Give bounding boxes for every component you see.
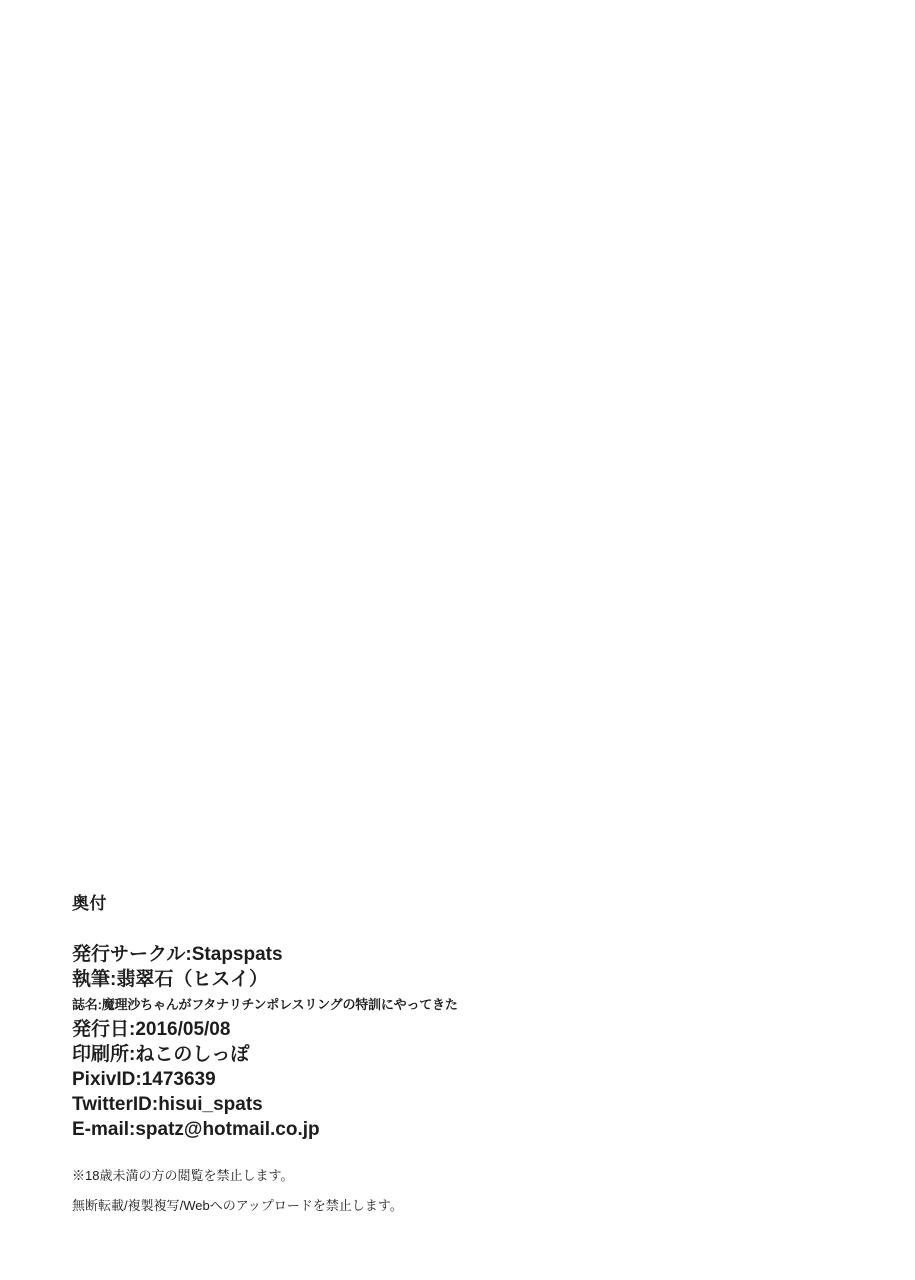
colophon-line-twitter-id: TwitterID:hisui_spats bbox=[72, 1093, 263, 1115]
colophon-block bbox=[72, 895, 672, 1142]
colophon-line-date: 発行日:2016/05/08 bbox=[72, 1018, 231, 1040]
colophon-line-list bbox=[72, 942, 672, 1142]
colophon-line-pixiv-id: PixivID:1473639 bbox=[72, 1068, 216, 1090]
colophon-line-author: 執筆:翡翠石（ヒスイ） bbox=[72, 968, 268, 990]
colophon-heading: 奥付 bbox=[72, 894, 107, 913]
colophon-line-title: 誌名:魔理沙ちゃんがフタナリチンポレスリングの特訓にやってきた bbox=[72, 996, 458, 1012]
colophon-line-email: E-mail:spatz@hotmail.co.jp bbox=[72, 1118, 320, 1140]
notice-age-restriction: ※18歳未満の方の閲覧を禁止します。 bbox=[72, 1168, 294, 1183]
colophon-line-printer: 印刷所:ねこのしっぽ bbox=[72, 1043, 250, 1065]
notice-reproduction-ban: 無断転載/複製複写/Webへのアップロードを禁止します。 bbox=[72, 1198, 403, 1213]
notices-block bbox=[72, 1168, 672, 1228]
colophon-line-circle: 発行サークル:Stapspats bbox=[72, 943, 283, 965]
